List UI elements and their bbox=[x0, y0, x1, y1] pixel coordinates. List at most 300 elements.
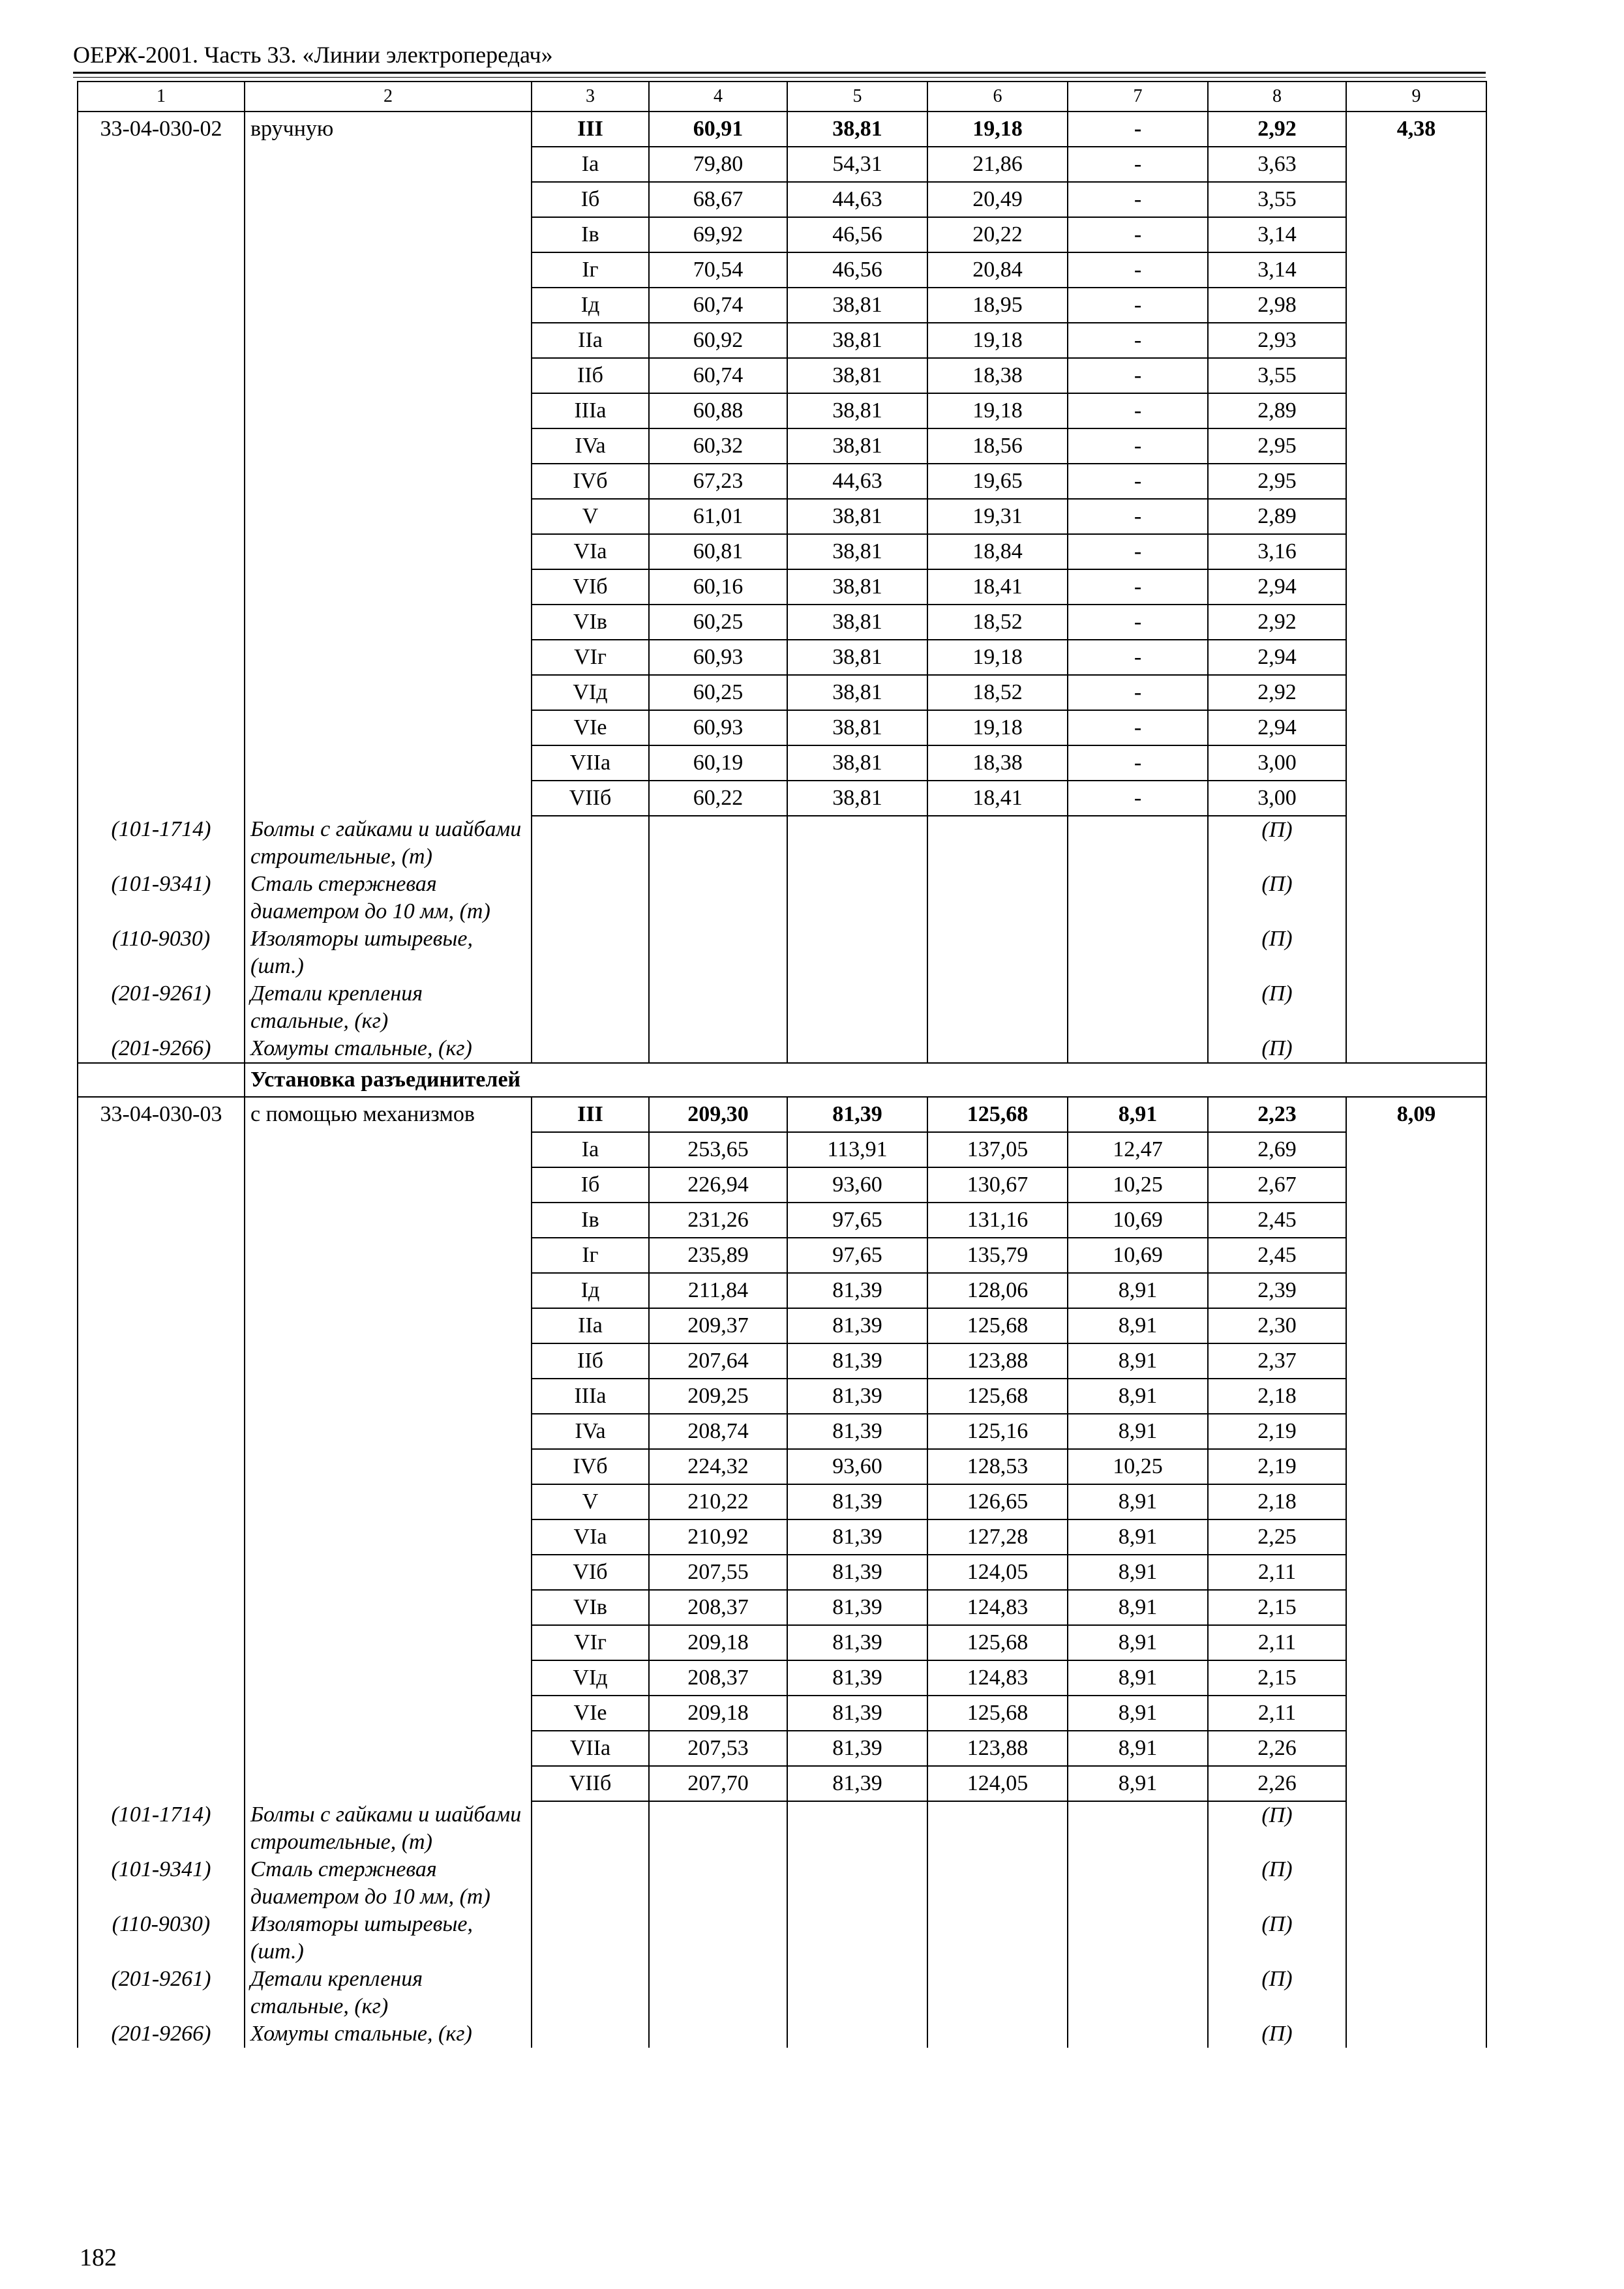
total-cost-cell: 226,94 bbox=[649, 1167, 787, 1203]
empty-cell bbox=[1346, 2020, 1486, 2048]
zone-cell: V bbox=[532, 1484, 649, 1519]
rate-row bbox=[78, 182, 1486, 217]
total-cost-cell: 60,25 bbox=[649, 605, 787, 640]
empty-cell bbox=[1346, 871, 1486, 925]
zone-cell: VIг bbox=[532, 640, 649, 675]
material-row bbox=[78, 1911, 1486, 1966]
empty-cell bbox=[1346, 534, 1486, 569]
machinist-wages-cell: - bbox=[1068, 358, 1208, 393]
materials-cell: 3,16 bbox=[1208, 534, 1346, 569]
column-number: 9 bbox=[1346, 82, 1486, 112]
empty-cell bbox=[78, 1696, 245, 1731]
zone-cell: Ia bbox=[532, 147, 649, 182]
rate-row bbox=[78, 710, 1486, 745]
machinist-wages-cell: - bbox=[1068, 323, 1208, 358]
zone-cell: VIIa bbox=[532, 745, 649, 781]
wages-cell: 81,39 bbox=[787, 1484, 927, 1519]
wages-cell: 81,39 bbox=[787, 1766, 927, 1801]
empty-cell bbox=[787, 1801, 927, 1856]
empty-cell bbox=[1346, 745, 1486, 781]
machinist-wages-cell: 8,91 bbox=[1068, 1555, 1208, 1590]
empty-cell bbox=[649, 2020, 787, 2048]
empty-cell bbox=[78, 1132, 245, 1167]
machinist-wages-cell: 8,91 bbox=[1068, 1766, 1208, 1801]
material-name: Болты с гайками и шайбами строительные, (т) bbox=[245, 816, 532, 871]
empty-cell bbox=[1068, 1035, 1208, 1063]
material-name: Изоляторы штыревые, (шт.) bbox=[245, 925, 532, 980]
empty-cell bbox=[649, 925, 787, 980]
machinery-cell: 20,84 bbox=[927, 252, 1068, 288]
material-row bbox=[78, 1966, 1486, 2020]
machinery-cell: 18,38 bbox=[927, 358, 1068, 393]
machinist-wages-cell: 10,69 bbox=[1068, 1238, 1208, 1273]
wages-cell: 113,91 bbox=[787, 1132, 927, 1167]
rate-row bbox=[78, 464, 1486, 499]
machinist-wages-cell: 8,91 bbox=[1068, 1625, 1208, 1660]
wages-cell: 81,39 bbox=[787, 1379, 927, 1414]
zone-cell: III bbox=[532, 1097, 649, 1132]
empty-cell bbox=[78, 1273, 245, 1308]
empty-cell bbox=[1346, 1555, 1486, 1590]
material-row bbox=[78, 1035, 1486, 1063]
materials-cell: 2,15 bbox=[1208, 1590, 1346, 1625]
materials-cell: 2,69 bbox=[1208, 1132, 1346, 1167]
machinist-wages-cell: 8,91 bbox=[1068, 1660, 1208, 1696]
empty-cell bbox=[787, 871, 927, 925]
machinery-cell: 124,05 bbox=[927, 1555, 1068, 1590]
machinery-cell: 19,18 bbox=[927, 323, 1068, 358]
materials-cell: 2,94 bbox=[1208, 569, 1346, 605]
total-cost-cell: 209,30 bbox=[649, 1097, 787, 1132]
empty-cell bbox=[649, 1856, 787, 1911]
machinist-wages-cell: 8,91 bbox=[1068, 1731, 1208, 1766]
empty-cell bbox=[245, 1766, 532, 1801]
wages-cell: 97,65 bbox=[787, 1203, 927, 1238]
empty-cell bbox=[1346, 1203, 1486, 1238]
material-code: (110-9030) bbox=[78, 1911, 245, 1966]
rate-row bbox=[78, 1238, 1486, 1273]
empty-cell bbox=[245, 1696, 532, 1731]
empty-cell bbox=[1346, 1035, 1486, 1063]
empty-cell bbox=[1068, 1801, 1208, 1856]
empty-cell bbox=[1346, 217, 1486, 252]
empty-cell bbox=[1346, 710, 1486, 745]
empty-cell bbox=[1068, 1911, 1208, 1966]
empty-cell bbox=[1346, 393, 1486, 428]
wages-cell: 38,81 bbox=[787, 428, 927, 464]
empty-cell bbox=[532, 1911, 649, 1966]
materials-cell: 2,92 bbox=[1208, 605, 1346, 640]
empty-cell bbox=[1346, 569, 1486, 605]
wages-cell: 38,81 bbox=[787, 112, 927, 147]
machinery-cell: 21,86 bbox=[927, 147, 1068, 182]
empty-cell bbox=[245, 1660, 532, 1696]
zone-cell: Iб bbox=[532, 1167, 649, 1203]
material-mark: (П) bbox=[1208, 1911, 1346, 1966]
material-row bbox=[78, 1856, 1486, 1911]
machinist-wages-cell: 8,91 bbox=[1068, 1097, 1208, 1132]
table-body bbox=[78, 82, 1486, 2048]
empty-cell bbox=[1346, 464, 1486, 499]
total-cost-cell: 60,93 bbox=[649, 710, 787, 745]
rate-row bbox=[78, 745, 1486, 781]
materials-cell: 2,11 bbox=[1208, 1696, 1346, 1731]
column-number: 4 bbox=[649, 82, 787, 112]
machinery-cell: 128,06 bbox=[927, 1273, 1068, 1308]
wages-cell: 38,81 bbox=[787, 569, 927, 605]
empty-cell bbox=[245, 745, 532, 781]
wages-cell: 81,39 bbox=[787, 1519, 927, 1555]
wages-cell: 38,81 bbox=[787, 605, 927, 640]
materials-cell: 2,18 bbox=[1208, 1484, 1346, 1519]
empty-cell bbox=[532, 816, 649, 871]
empty-cell bbox=[78, 1660, 245, 1696]
zone-cell: IIa bbox=[532, 1308, 649, 1343]
materials-cell: 2,95 bbox=[1208, 428, 1346, 464]
rate-row bbox=[78, 1167, 1486, 1203]
empty-cell bbox=[1346, 358, 1486, 393]
wages-cell: 81,39 bbox=[787, 1097, 927, 1132]
rate-code: 33-04-030-03 bbox=[78, 1097, 245, 1132]
machinist-wages-cell: - bbox=[1068, 710, 1208, 745]
empty-cell bbox=[927, 1966, 1068, 2020]
wages-cell: 81,39 bbox=[787, 1555, 927, 1590]
zone-cell: Iд bbox=[532, 288, 649, 323]
material-name: Хомуты стальные, (кг) bbox=[245, 2020, 532, 2048]
material-code: (201-9266) bbox=[78, 1035, 245, 1063]
empty-cell bbox=[245, 217, 532, 252]
machinist-wages-cell: - bbox=[1068, 147, 1208, 182]
empty-cell bbox=[78, 428, 245, 464]
empty-cell bbox=[787, 2020, 927, 2048]
empty-cell bbox=[1068, 980, 1208, 1035]
empty-cell bbox=[1068, 816, 1208, 871]
empty-cell bbox=[1346, 1766, 1486, 1801]
rate-row bbox=[78, 499, 1486, 534]
empty-cell bbox=[927, 1856, 1068, 1911]
empty-cell bbox=[245, 147, 532, 182]
machinist-wages-cell: 8,91 bbox=[1068, 1484, 1208, 1519]
empty-cell bbox=[1346, 428, 1486, 464]
machinist-wages-cell: - bbox=[1068, 464, 1208, 499]
material-row bbox=[78, 871, 1486, 925]
zone-cell: VIe bbox=[532, 710, 649, 745]
material-row bbox=[78, 2020, 1486, 2048]
empty-cell bbox=[1346, 1238, 1486, 1273]
empty-cell bbox=[245, 1414, 532, 1449]
empty-cell bbox=[1346, 781, 1486, 816]
zone-cell: Iг bbox=[532, 252, 649, 288]
machinery-cell: 126,65 bbox=[927, 1484, 1068, 1519]
rate-row bbox=[78, 147, 1486, 182]
total-cost-cell: 224,32 bbox=[649, 1449, 787, 1484]
empty-cell bbox=[245, 1132, 532, 1167]
materials-cell: 2,94 bbox=[1208, 640, 1346, 675]
machinist-wages-cell: - bbox=[1068, 288, 1208, 323]
empty-cell bbox=[245, 428, 532, 464]
empty-cell bbox=[245, 569, 532, 605]
empty-cell bbox=[245, 1625, 532, 1660]
total-cost-cell: 70,54 bbox=[649, 252, 787, 288]
empty-cell bbox=[1346, 499, 1486, 534]
wages-cell: 81,39 bbox=[787, 1308, 927, 1343]
empty-cell bbox=[787, 1966, 927, 2020]
wages-cell: 38,81 bbox=[787, 710, 927, 745]
empty-cell bbox=[532, 871, 649, 925]
total-cost-cell: 60,74 bbox=[649, 288, 787, 323]
labor-cell: 4,38 bbox=[1346, 112, 1486, 147]
empty-cell bbox=[787, 816, 927, 871]
material-name: Детали крепления стальные, (кг) bbox=[245, 980, 532, 1035]
machinery-cell: 18,56 bbox=[927, 428, 1068, 464]
machinery-cell: 18,41 bbox=[927, 569, 1068, 605]
machinery-cell: 131,16 bbox=[927, 1203, 1068, 1238]
machinist-wages-cell: - bbox=[1068, 534, 1208, 569]
rate-row bbox=[78, 1097, 1486, 1132]
empty-cell bbox=[1068, 871, 1208, 925]
material-code: (101-9341) bbox=[78, 871, 245, 925]
section-heading-row bbox=[78, 1063, 1486, 1097]
zone-cell: IVб bbox=[532, 464, 649, 499]
machinist-wages-cell: - bbox=[1068, 569, 1208, 605]
rate-row bbox=[78, 1660, 1486, 1696]
wages-cell: 44,63 bbox=[787, 464, 927, 499]
empty-cell bbox=[78, 675, 245, 710]
machinist-wages-cell: 10,25 bbox=[1068, 1449, 1208, 1484]
empty-cell bbox=[245, 1731, 532, 1766]
column-number: 8 bbox=[1208, 82, 1346, 112]
total-cost-cell: 207,64 bbox=[649, 1343, 787, 1379]
machinist-wages-cell: 10,25 bbox=[1068, 1167, 1208, 1203]
empty-cell bbox=[787, 1911, 927, 1966]
empty-cell bbox=[245, 1519, 532, 1555]
empty-cell bbox=[78, 1555, 245, 1590]
materials-cell: 2,67 bbox=[1208, 1167, 1346, 1203]
zone-cell: VIд bbox=[532, 675, 649, 710]
wages-cell: 38,81 bbox=[787, 288, 927, 323]
materials-cell: 2,37 bbox=[1208, 1343, 1346, 1379]
rate-row bbox=[78, 1273, 1486, 1308]
rate-row bbox=[78, 1519, 1486, 1555]
total-cost-cell: 79,80 bbox=[649, 147, 787, 182]
rate-row bbox=[78, 569, 1486, 605]
zone-cell: IIa bbox=[532, 323, 649, 358]
total-cost-cell: 60,92 bbox=[649, 323, 787, 358]
empty-cell bbox=[649, 980, 787, 1035]
column-number: 1 bbox=[78, 82, 245, 112]
empty-cell bbox=[787, 1856, 927, 1911]
machinery-cell: 124,05 bbox=[927, 1766, 1068, 1801]
empty-cell bbox=[787, 925, 927, 980]
materials-cell: 2,19 bbox=[1208, 1414, 1346, 1449]
empty-cell bbox=[245, 358, 532, 393]
empty-cell bbox=[1346, 1696, 1486, 1731]
empty-cell bbox=[245, 675, 532, 710]
material-name: Изоляторы штыревые, (шт.) bbox=[245, 1911, 532, 1966]
zone-cell: VIв bbox=[532, 1590, 649, 1625]
empty-cell bbox=[927, 1801, 1068, 1856]
material-name: Сталь стержневая диаметром до 10 мм, (т) bbox=[245, 1856, 532, 1911]
empty-cell bbox=[245, 1379, 532, 1414]
material-name: Болты с гайками и шайбами строительные, (т) bbox=[245, 1801, 532, 1856]
empty-cell bbox=[1346, 1590, 1486, 1625]
wages-cell: 54,31 bbox=[787, 147, 927, 182]
materials-cell: 2,30 bbox=[1208, 1308, 1346, 1343]
empty-cell bbox=[927, 2020, 1068, 2048]
machinery-cell: 19,18 bbox=[927, 710, 1068, 745]
materials-cell: 2,26 bbox=[1208, 1731, 1346, 1766]
rate-row bbox=[78, 112, 1486, 147]
machinery-cell: 125,68 bbox=[927, 1625, 1068, 1660]
total-cost-cell: 209,18 bbox=[649, 1696, 787, 1731]
rate-row bbox=[78, 1379, 1486, 1414]
materials-cell: 2,89 bbox=[1208, 393, 1346, 428]
total-cost-cell: 208,74 bbox=[649, 1414, 787, 1449]
materials-cell: 2,45 bbox=[1208, 1238, 1346, 1273]
materials-cell: 2,18 bbox=[1208, 1379, 1346, 1414]
empty-cell bbox=[245, 1203, 532, 1238]
header-rule bbox=[73, 72, 1486, 74]
machinery-cell: 125,68 bbox=[927, 1379, 1068, 1414]
empty-cell bbox=[1346, 1449, 1486, 1484]
total-cost-cell: 207,70 bbox=[649, 1766, 787, 1801]
wages-cell: 38,81 bbox=[787, 781, 927, 816]
materials-cell: 2,93 bbox=[1208, 323, 1346, 358]
machinery-cell: 137,05 bbox=[927, 1132, 1068, 1167]
materials-cell: 2,92 bbox=[1208, 112, 1346, 147]
materials-cell: 3,00 bbox=[1208, 745, 1346, 781]
rate-name: вручную bbox=[245, 112, 532, 147]
rate-row bbox=[78, 1343, 1486, 1379]
empty-cell bbox=[532, 980, 649, 1035]
wages-cell: 81,39 bbox=[787, 1625, 927, 1660]
section-spacer bbox=[78, 1063, 245, 1097]
machinist-wages-cell: 8,91 bbox=[1068, 1696, 1208, 1731]
material-name: Хомуты стальные, (кг) bbox=[245, 1035, 532, 1063]
material-row bbox=[78, 925, 1486, 980]
empty-cell bbox=[1346, 288, 1486, 323]
empty-cell bbox=[245, 1555, 532, 1590]
machinist-wages-cell: - bbox=[1068, 182, 1208, 217]
empty-cell bbox=[245, 182, 532, 217]
zone-cell: VIб bbox=[532, 1555, 649, 1590]
total-cost-cell: 211,84 bbox=[649, 1273, 787, 1308]
material-code: (101-9341) bbox=[78, 1856, 245, 1911]
machinery-cell: 125,68 bbox=[927, 1696, 1068, 1731]
empty-cell bbox=[927, 816, 1068, 871]
total-cost-cell: 209,18 bbox=[649, 1625, 787, 1660]
empty-cell bbox=[1346, 1167, 1486, 1203]
rate-row bbox=[78, 1590, 1486, 1625]
empty-cell bbox=[78, 534, 245, 569]
rate-row bbox=[78, 1132, 1486, 1167]
rate-row bbox=[78, 358, 1486, 393]
machinery-cell: 125,16 bbox=[927, 1414, 1068, 1449]
empty-cell bbox=[78, 1766, 245, 1801]
machinery-cell: 18,41 bbox=[927, 781, 1068, 816]
empty-cell bbox=[245, 393, 532, 428]
empty-cell bbox=[245, 1343, 532, 1379]
empty-cell bbox=[78, 1731, 245, 1766]
empty-cell bbox=[78, 464, 245, 499]
zone-cell: Iб bbox=[532, 182, 649, 217]
material-code: (101-1714) bbox=[78, 1801, 245, 1856]
rate-row bbox=[78, 252, 1486, 288]
empty-cell bbox=[649, 871, 787, 925]
zone-cell: IIIa bbox=[532, 393, 649, 428]
machinery-cell: 128,53 bbox=[927, 1449, 1068, 1484]
zone-cell: V bbox=[532, 499, 649, 534]
column-number: 5 bbox=[787, 82, 927, 112]
material-mark: (П) bbox=[1208, 871, 1346, 925]
empty-cell bbox=[1346, 675, 1486, 710]
total-cost-cell: 210,92 bbox=[649, 1519, 787, 1555]
rates-table bbox=[77, 81, 1487, 2048]
material-mark: (П) bbox=[1208, 1035, 1346, 1063]
material-code: (201-9261) bbox=[78, 980, 245, 1035]
rate-row bbox=[78, 534, 1486, 569]
empty-cell bbox=[78, 1167, 245, 1203]
empty-cell bbox=[1346, 1801, 1486, 1856]
empty-cell bbox=[78, 1484, 245, 1519]
empty-cell bbox=[78, 1449, 245, 1484]
materials-cell: 3,55 bbox=[1208, 358, 1346, 393]
wages-cell: 81,39 bbox=[787, 1660, 927, 1696]
rate-row bbox=[78, 605, 1486, 640]
empty-cell bbox=[1068, 1966, 1208, 2020]
machinist-wages-cell: 8,91 bbox=[1068, 1590, 1208, 1625]
empty-cell bbox=[1346, 1379, 1486, 1414]
total-cost-cell: 60,16 bbox=[649, 569, 787, 605]
empty-cell bbox=[78, 1590, 245, 1625]
machinist-wages-cell: - bbox=[1068, 605, 1208, 640]
rate-row bbox=[78, 393, 1486, 428]
empty-cell bbox=[927, 980, 1068, 1035]
material-code: (101-1714) bbox=[78, 816, 245, 871]
rate-row bbox=[78, 1766, 1486, 1801]
machinery-cell: 18,38 bbox=[927, 745, 1068, 781]
empty-cell bbox=[78, 1519, 245, 1555]
material-row bbox=[78, 1801, 1486, 1856]
materials-cell: 2,95 bbox=[1208, 464, 1346, 499]
empty-cell bbox=[1346, 1519, 1486, 1555]
empty-cell bbox=[532, 1801, 649, 1856]
empty-cell bbox=[1346, 640, 1486, 675]
empty-cell bbox=[78, 147, 245, 182]
empty-cell bbox=[78, 710, 245, 745]
rate-row bbox=[78, 1308, 1486, 1343]
column-number: 7 bbox=[1068, 82, 1208, 112]
machinery-cell: 18,52 bbox=[927, 605, 1068, 640]
zone-cell: Ia bbox=[532, 1132, 649, 1167]
wages-cell: 38,81 bbox=[787, 640, 927, 675]
wages-cell: 46,56 bbox=[787, 252, 927, 288]
total-cost-cell: 207,53 bbox=[649, 1731, 787, 1766]
column-number: 2 bbox=[245, 82, 532, 112]
empty-cell bbox=[245, 534, 532, 569]
zone-cell: Iд bbox=[532, 1273, 649, 1308]
wages-cell: 38,81 bbox=[787, 675, 927, 710]
empty-cell bbox=[245, 781, 532, 816]
column-number-row bbox=[78, 82, 1486, 112]
zone-cell: Iв bbox=[532, 1203, 649, 1238]
total-cost-cell: 209,25 bbox=[649, 1379, 787, 1414]
wages-cell: 93,60 bbox=[787, 1449, 927, 1484]
empty-cell bbox=[245, 464, 532, 499]
empty-cell bbox=[78, 1625, 245, 1660]
materials-cell: 2,11 bbox=[1208, 1625, 1346, 1660]
empty-cell bbox=[1068, 925, 1208, 980]
